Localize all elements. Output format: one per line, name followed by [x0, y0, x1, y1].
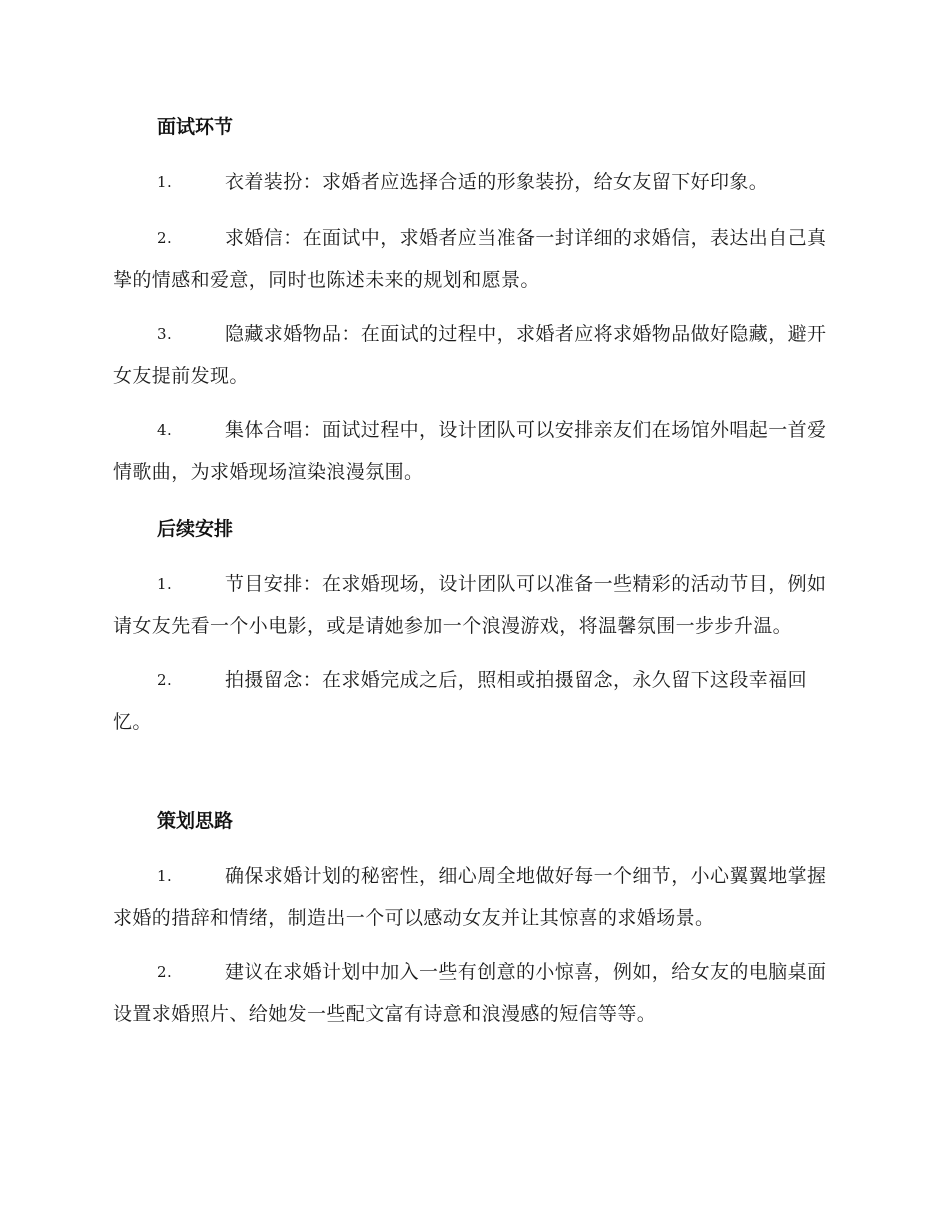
list-item-number: 1. [157, 575, 173, 593]
list-item [113, 659, 833, 743]
list-item-number: 4. [157, 421, 173, 439]
section-planning-ideas [113, 809, 833, 1035]
list-item [113, 951, 833, 1035]
list-item-text: 求婚信：在面试中，求婚者应当准备一封详细的求婚信，表达出自己真挚的情感和爱意，同时也陈述未来的规划和愿景。 [113, 227, 827, 291]
list-item-text: 衣着装扮：求婚者应选择合适的形象装扮，给女友留下好印象。 [225, 171, 769, 193]
list-item [113, 217, 833, 301]
list-item [113, 855, 833, 939]
list-item-number: 2. [157, 963, 173, 981]
list-item-text: 节目安排：在求婚现场，设计团队可以准备一些精彩的活动节目，例如请女友先看一个小电影，或是请她参加一个浪漫游戏，将温馨氛围一步步升温。 [113, 573, 827, 637]
section-heading: 面试环节 [157, 116, 234, 138]
section-interview [113, 115, 833, 493]
list-item [113, 563, 833, 647]
section-heading: 策划思路 [157, 810, 234, 832]
list-item [113, 409, 833, 493]
list-item-text: 建议在求婚计划中加入一些有创意的小惊喜，例如，给女友的电脑桌面设置求婚照片、给她发一些配文富有诗意和浪漫感的短信等等。 [113, 961, 827, 1025]
list-item-text: 确保求婚计划的秘密性，细心周全地做好每一个细节，小心翼翼地掌握求婚的措辞和情绪，制造出一个可以感动女友并让其惊喜的求婚场景。 [113, 865, 827, 929]
list-item [113, 161, 833, 203]
list-item [113, 313, 833, 397]
list-item-number: 3. [157, 325, 173, 343]
list-item-number: 1. [157, 867, 173, 885]
list-item-text: 拍摄留念：在求婚完成之后，照相或拍摄留念，永久留下这段幸福回忆。 [113, 669, 808, 733]
list-item-number: 2. [157, 671, 173, 689]
list-item-text: 隐藏求婚物品：在面试的过程中，求婚者应将求婚物品做好隐藏，避开女友提前发现。 [113, 323, 827, 387]
list-item-text: 集体合唱：面试过程中，设计团队可以安排亲友们在场馆外唱起一首爱情歌曲，为求婚现场渲染浪漫氛围。 [113, 419, 827, 483]
section-heading: 后续安排 [157, 518, 234, 540]
list-item-number: 2. [157, 229, 173, 247]
list-item-number: 1. [157, 173, 173, 191]
section-follow-up [113, 517, 833, 743]
